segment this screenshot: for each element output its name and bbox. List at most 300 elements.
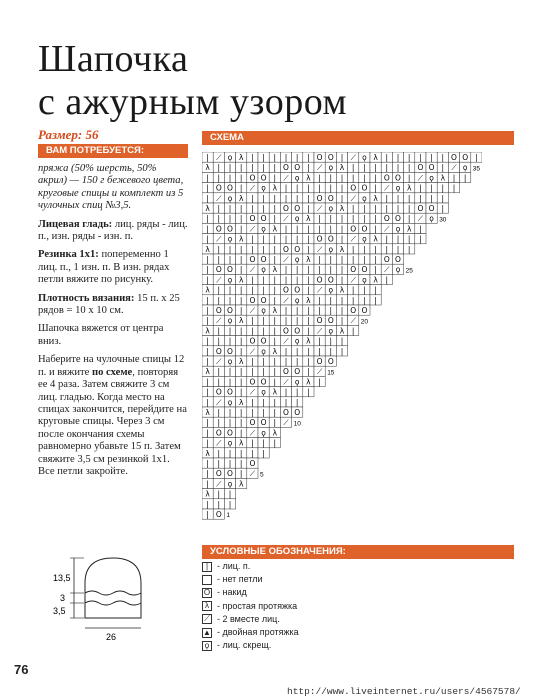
chart-symbol: | xyxy=(329,183,333,193)
chart-symbol: λ xyxy=(205,367,210,377)
chart-symbol: ϙ xyxy=(261,428,266,438)
chart-symbol: | xyxy=(307,265,310,275)
chart-symbol: | xyxy=(217,214,221,224)
chart-symbol: | xyxy=(273,377,277,387)
chart-symbol: O xyxy=(417,204,424,213)
dim-band-label: 3 xyxy=(60,593,66,603)
chart-row-label: 30 xyxy=(439,216,447,224)
chart-symbol: ⟋ xyxy=(249,387,256,397)
chart-symbol: | xyxy=(351,326,355,336)
chart-symbol: | xyxy=(284,183,288,193)
chart-symbol: | xyxy=(228,489,232,499)
chart-symbol: ⟋ xyxy=(249,428,256,438)
chart-symbol: λ xyxy=(306,173,311,183)
chart-symbol: | xyxy=(251,357,254,366)
chart-symbol: | xyxy=(340,183,344,193)
chart-symbol: | xyxy=(273,153,277,162)
stockinette-paragraph xyxy=(38,219,188,244)
chart-symbol: | xyxy=(273,255,277,264)
chart-symbol: | xyxy=(239,428,243,438)
chart-symbol: ⟋ xyxy=(216,153,222,162)
chart-symbol: | xyxy=(217,418,221,428)
stockinette-heading: Лицевая гладь: xyxy=(38,218,113,230)
legend-header: УСЛОВНЫЕ ОБОЗНАЧЕНИЯ: xyxy=(202,545,514,559)
chart-symbol: | xyxy=(374,214,377,224)
chart-symbol: | xyxy=(385,234,389,244)
chart-symbol: λ xyxy=(339,244,345,254)
chart-symbol: O xyxy=(215,469,222,479)
chart-symbol: ⟋ xyxy=(316,285,323,295)
chart-symbol: | xyxy=(217,295,221,305)
chart-symbol: | xyxy=(340,306,344,315)
chart-symbol: ⟋ xyxy=(384,265,390,275)
chart-symbol: | xyxy=(206,397,209,407)
chart-symbol: λ xyxy=(272,428,278,438)
chart-symbol: O xyxy=(215,346,222,356)
chart-symbol: | xyxy=(329,295,333,305)
chart-symbol: O xyxy=(260,255,267,264)
chart-symbol: | xyxy=(262,234,265,244)
chart-symbol: | xyxy=(307,367,310,377)
chart-symbol: | xyxy=(217,173,221,183)
dim-height-label: 13,5 xyxy=(53,573,71,583)
chart-symbol: ϙ xyxy=(227,193,233,203)
chart-symbol: | xyxy=(385,244,389,254)
chart-symbol: | xyxy=(374,173,377,183)
chart-symbol: λ xyxy=(238,357,244,366)
chart-symbol: | xyxy=(363,204,366,213)
chart-symbol: | xyxy=(239,346,243,356)
chart-symbol: O xyxy=(316,316,323,326)
gauge-text: 15 п. х 25 рядов = 10 х 10 см. xyxy=(38,292,180,317)
chart-symbol: O xyxy=(462,153,469,162)
chart-symbol: λ xyxy=(205,448,210,458)
chart-symbol: ⟋ xyxy=(283,173,289,183)
legend-symbol-icon: ▲ xyxy=(203,627,211,637)
chart-symbol: | xyxy=(385,153,389,162)
chart-symbol: O xyxy=(249,173,256,183)
chart-symbol: | xyxy=(273,408,277,417)
chart-symbol: | xyxy=(273,397,277,407)
chart-symbol: O xyxy=(260,418,267,428)
chart-symbol: | xyxy=(228,459,232,468)
chart-symbol: | xyxy=(262,316,265,326)
chart-symbol: O xyxy=(395,214,401,224)
chart-symbol: | xyxy=(284,234,288,244)
chart-symbol: O xyxy=(260,295,267,305)
chart-symbol: | xyxy=(340,214,344,224)
chart-symbol: O xyxy=(361,224,368,234)
dim-rib-label: 3,5 xyxy=(53,606,66,616)
chart-symbol: O xyxy=(350,224,357,234)
chart-symbol: | xyxy=(329,306,333,315)
chart-symbol: ϙ xyxy=(227,438,233,448)
chart-symbol: | xyxy=(329,173,333,183)
chart-symbol: ⟋ xyxy=(316,244,323,254)
chart-symbol: | xyxy=(284,153,288,162)
chart-symbol: | xyxy=(239,244,243,254)
chart-symbol: O xyxy=(249,214,256,224)
chart-symbol: | xyxy=(273,316,277,326)
chart-symbol: O xyxy=(283,244,289,254)
chart-symbol: λ xyxy=(238,316,244,326)
chart-symbol: | xyxy=(239,377,243,387)
chart-symbol: | xyxy=(284,357,288,366)
chart-symbol: | xyxy=(206,459,209,468)
chart-symbol: | xyxy=(396,193,400,203)
chart-symbol: ⟋ xyxy=(216,316,222,326)
chart-symbol: O xyxy=(294,408,301,417)
chart-symbol: | xyxy=(262,163,265,173)
chart-symbol: | xyxy=(206,193,209,203)
legend-label: - лиц. п. xyxy=(217,561,251,571)
chart-symbol: O xyxy=(316,193,323,203)
chart-symbol: | xyxy=(295,275,299,285)
chart-symbol: | xyxy=(374,265,377,275)
chart-symbol: | xyxy=(329,265,333,275)
chart-symbol: | xyxy=(295,306,299,315)
materials-text: пряжа (50% шерсть, 50% акрил) — 150 г бежевого цвета, круговые спицы и комплект из 5 чулочных спиц №3,5. xyxy=(38,163,184,212)
chart-symbol: O xyxy=(294,285,301,295)
chart-symbol: ϙ xyxy=(227,234,233,244)
legend-label: - 2 вместе лиц. xyxy=(217,613,280,624)
instructions-column xyxy=(38,163,188,484)
chart-symbol: λ xyxy=(272,306,278,315)
chart-symbol: | xyxy=(228,214,232,224)
chart-row-label: 15 xyxy=(327,369,335,377)
chart-symbol: | xyxy=(284,397,288,407)
chart-symbol: | xyxy=(307,224,310,234)
chart-symbol: | xyxy=(217,367,221,377)
chart-symbol: | xyxy=(273,244,277,254)
chart-symbol: O xyxy=(361,265,368,275)
chart-symbol: | xyxy=(419,153,422,162)
method-text-2: , повторяя ее 4 раза. Затем свяжите 3 см лиц. гладью. Когда место на спицах закончится, перейдите на круговые спицы. Через 3 см после окончания схемы равномерно убавьте 15 п. Затем свяжите 3,5 см резинкой 1х1. Все петли закройте. xyxy=(38,366,187,477)
chart-symbol: | xyxy=(273,326,277,336)
chart-symbol: | xyxy=(396,204,400,213)
chart-symbol: | xyxy=(329,214,333,224)
chart-symbol: | xyxy=(374,183,377,193)
chart-symbol: O xyxy=(316,234,323,244)
chart-symbol: ⟋ xyxy=(216,357,222,366)
chart-symbol: | xyxy=(251,408,254,417)
chart-row-label: 25 xyxy=(405,267,413,275)
chart-symbol: λ xyxy=(272,346,278,356)
chart-symbol: | xyxy=(239,265,243,275)
chart-symbol: O xyxy=(227,224,233,234)
chart-symbol: ϙ xyxy=(328,163,334,173)
chart-symbol: | xyxy=(273,173,277,183)
chart-symbol: | xyxy=(295,346,299,356)
chart-symbol: | xyxy=(206,214,209,224)
chart-symbol: O xyxy=(294,163,301,173)
chart-symbol: | xyxy=(206,346,209,356)
chart-symbol: | xyxy=(262,397,265,407)
chart-symbol: | xyxy=(206,234,209,244)
title-line-1: Шапочка xyxy=(38,38,189,80)
chart-symbol: O xyxy=(249,418,256,428)
method-text-1: Наберите на чулочные спицы 12 п. и вяжите xyxy=(38,354,185,378)
chart-symbol: | xyxy=(239,326,243,336)
chart-symbol: λ xyxy=(306,295,311,305)
chart-symbol: O xyxy=(294,367,301,377)
chart-symbol: λ xyxy=(306,214,311,224)
chart-symbol: ϙ xyxy=(227,479,233,489)
chart-symbol: O xyxy=(383,173,390,183)
chart-symbol: ϙ xyxy=(261,224,266,234)
chart-symbol: O xyxy=(260,377,267,387)
chart-symbol: | xyxy=(262,326,265,336)
chart-symbol: | xyxy=(407,234,411,244)
chart-symbol: O xyxy=(215,510,222,519)
chart-row-label: 5 xyxy=(260,471,264,479)
legend-label: - нет петли xyxy=(217,574,263,585)
chart-symbol: O xyxy=(227,183,233,193)
chart-symbol: ⟋ xyxy=(216,438,222,448)
legend-item xyxy=(202,600,299,613)
chart-symbol: λ xyxy=(205,326,210,336)
chart-symbol: ⟋ xyxy=(283,418,289,428)
chart-symbol: ϙ xyxy=(328,204,334,213)
chart-symbol: ϙ xyxy=(362,234,367,244)
chart-symbol: O xyxy=(451,153,457,162)
chart-symbol: ϙ xyxy=(261,306,266,315)
chart-symbol: O xyxy=(383,255,390,264)
chart-symbol: | xyxy=(385,275,389,285)
legend-label: - простая протяжка xyxy=(217,600,298,611)
dim-width-label: 26 xyxy=(106,632,117,642)
chart-symbol: | xyxy=(239,448,243,458)
legend-item xyxy=(202,613,299,626)
chart-symbol: | xyxy=(273,275,277,285)
chart-symbol: | xyxy=(351,214,355,224)
chart-symbol: | xyxy=(262,244,265,254)
chart-symbol: ⟋ xyxy=(417,173,424,183)
method-bold: по схеме xyxy=(92,366,133,378)
chart-symbol: | xyxy=(206,469,209,479)
chart-symbol: | xyxy=(318,295,321,305)
chart-symbol: λ xyxy=(238,193,244,203)
chart-symbol: | xyxy=(396,244,400,254)
chart-symbol: | xyxy=(475,153,478,162)
chart-symbol: | xyxy=(262,275,265,285)
chart-symbol: λ xyxy=(205,244,210,254)
chart-symbol: ⟋ xyxy=(249,183,256,193)
chart-symbol: O xyxy=(316,275,323,285)
chart-symbol: ϙ xyxy=(362,275,367,285)
chart-symbol: | xyxy=(206,387,209,397)
gauge-heading: Плотность вязания: xyxy=(38,292,135,304)
chart-symbol: | xyxy=(273,438,277,448)
chart-symbol: λ xyxy=(306,255,311,264)
chart-symbol: ϙ xyxy=(462,163,468,173)
chart-symbol: O xyxy=(327,193,334,203)
chart-symbol: O xyxy=(215,265,222,275)
chart-symbol: O xyxy=(227,387,233,397)
chart-symbol: | xyxy=(295,387,299,397)
chart-symbol: ϙ xyxy=(261,346,266,356)
legend-item xyxy=(202,573,299,586)
chart-symbol: | xyxy=(251,448,254,458)
chart-symbol: | xyxy=(452,173,456,183)
chart-symbol: | xyxy=(307,357,310,366)
chart-symbol: ϙ xyxy=(395,183,401,193)
chart-symbol: ⟋ xyxy=(451,163,457,173)
chart-symbol: | xyxy=(239,387,243,397)
chart-symbol: | xyxy=(262,204,265,213)
chart-symbol: | xyxy=(251,193,254,203)
chart-symbol: | xyxy=(363,173,366,183)
chart-symbol: | xyxy=(463,173,467,183)
chart-symbol: | xyxy=(307,153,310,162)
gauge-paragraph xyxy=(38,293,188,318)
chart-symbol: | xyxy=(363,285,366,295)
chart-symbol: O xyxy=(283,163,289,173)
chart-symbol: | xyxy=(206,499,209,509)
chart-symbol: | xyxy=(206,316,209,326)
chart-symbol: | xyxy=(307,234,310,244)
chart-symbol: O xyxy=(215,428,222,438)
chart-symbol: ϙ xyxy=(328,244,334,254)
chart-symbol: | xyxy=(351,204,355,213)
chart-symbol: | xyxy=(251,204,254,213)
chart-symbol: O xyxy=(227,265,233,275)
chart-symbol: | xyxy=(307,387,310,397)
chart-symbol: | xyxy=(407,163,411,173)
chart-symbol: | xyxy=(228,173,232,183)
chart-symbol: | xyxy=(307,275,310,285)
chart-symbol: | xyxy=(396,153,400,162)
chart-symbol: | xyxy=(318,173,321,183)
chart-symbol: ϙ xyxy=(261,387,266,397)
chart-row-label: 1 xyxy=(226,512,231,520)
chart-symbol: | xyxy=(206,479,209,489)
chart-symbol: | xyxy=(307,183,310,193)
chart-symbol: ⟋ xyxy=(350,193,356,203)
chart-symbol: | xyxy=(351,173,355,183)
chart-symbol: | xyxy=(318,224,321,234)
chart-symbol: | xyxy=(251,438,254,448)
chart-symbol: | xyxy=(239,418,243,428)
chart-symbol: | xyxy=(318,336,321,346)
chart-symbol: | xyxy=(374,163,377,173)
chart-symbol: | xyxy=(228,408,232,417)
chart-symbol: | xyxy=(307,316,310,326)
chart-symbol: O xyxy=(350,306,357,315)
knitting-chart xyxy=(202,152,482,530)
chart-symbol: | xyxy=(385,193,389,203)
chart-symbol: O xyxy=(227,346,233,356)
chart-symbol: λ xyxy=(272,183,278,193)
chart-symbol: ⟋ xyxy=(316,367,323,377)
chart-symbol: ⟋ xyxy=(283,214,289,224)
size-label: Размер: 56 xyxy=(38,127,99,142)
chart-symbol: | xyxy=(206,306,209,315)
chart-symbol: | xyxy=(228,244,232,254)
chart-symbol: λ xyxy=(205,204,210,213)
chart-symbol: | xyxy=(206,357,209,366)
chart-symbol: | xyxy=(262,357,265,366)
chart-symbol: | xyxy=(251,397,254,407)
chart-symbol: O xyxy=(327,275,334,285)
chart-symbol: | xyxy=(284,306,288,315)
rib-paragraph xyxy=(38,249,188,286)
chart-symbol: | xyxy=(351,285,355,295)
chart-symbol: O xyxy=(428,163,435,173)
chart-symbol: | xyxy=(307,306,310,315)
chart-symbol: | xyxy=(307,193,310,203)
chart-symbol: | xyxy=(295,183,299,193)
chart-symbol: | xyxy=(273,163,277,173)
chart-symbol: | xyxy=(351,163,355,173)
title-line-2: с ажурным узором xyxy=(38,81,348,123)
chart-symbol: | xyxy=(385,204,389,213)
chart-symbol: | xyxy=(340,193,344,203)
chart-symbol: O xyxy=(327,234,334,244)
chart-symbol: ⟋ xyxy=(384,224,390,234)
chart-symbol: | xyxy=(351,255,355,264)
chart-symbol: | xyxy=(430,193,433,203)
chart-symbol: | xyxy=(307,244,310,254)
chart-symbol: | xyxy=(206,275,209,285)
chart-symbol: λ xyxy=(238,479,244,489)
chart-symbol: | xyxy=(419,224,422,234)
chart-symbol: | xyxy=(239,255,243,264)
chart-symbol: ⟋ xyxy=(316,204,323,213)
chart-symbol: O xyxy=(350,265,357,275)
chart-symbol: | xyxy=(239,163,243,173)
chart-symbol: λ xyxy=(272,265,278,275)
chart-symbol: | xyxy=(295,153,299,162)
chart-symbol: | xyxy=(318,377,321,387)
chart-symbol: | xyxy=(217,285,221,295)
chart-symbol: | xyxy=(318,255,321,264)
chart-symbol: λ xyxy=(339,204,345,213)
chart-symbol: ⟋ xyxy=(249,469,256,479)
chart-symbol: | xyxy=(262,285,265,295)
chart-symbol: | xyxy=(206,510,209,519)
chart-symbol: ϙ xyxy=(294,336,300,346)
chart-symbol: O xyxy=(283,367,289,377)
chart-symbol: O xyxy=(327,357,334,366)
chart-symbol: ⟋ xyxy=(249,306,256,315)
chart-symbol: ⟋ xyxy=(350,275,356,285)
chart-symbol: ⟋ xyxy=(417,214,424,224)
chart-symbol: | xyxy=(273,193,277,203)
legend-symbol-icon: | xyxy=(202,562,212,572)
chart-symbol: | xyxy=(273,357,277,366)
chart-symbol: | xyxy=(295,265,299,275)
chart-symbol: | xyxy=(228,499,232,509)
chart-symbol: | xyxy=(217,408,221,417)
chart-symbol: λ xyxy=(373,275,378,285)
chart-symbol: | xyxy=(318,183,321,193)
chart-symbol: | xyxy=(239,224,243,234)
chart-symbol: | xyxy=(295,397,299,407)
chart-symbol: | xyxy=(441,204,445,213)
chart-symbol: O xyxy=(283,204,289,213)
chart-symbol: | xyxy=(441,183,445,193)
rib-heading: Резинка 1х1: xyxy=(38,249,99,261)
chart-symbol: | xyxy=(430,183,433,193)
chart-symbol: | xyxy=(407,204,411,213)
chart-symbol: ⟋ xyxy=(283,255,289,264)
chart-symbol: O xyxy=(215,183,222,193)
stockinette-text: лиц. ряды - лиц. п., изн. ряды - изн. п. xyxy=(38,218,188,243)
chart-symbol: | xyxy=(239,295,243,305)
chart-symbol: | xyxy=(206,377,209,387)
chart-symbol: | xyxy=(295,234,299,244)
